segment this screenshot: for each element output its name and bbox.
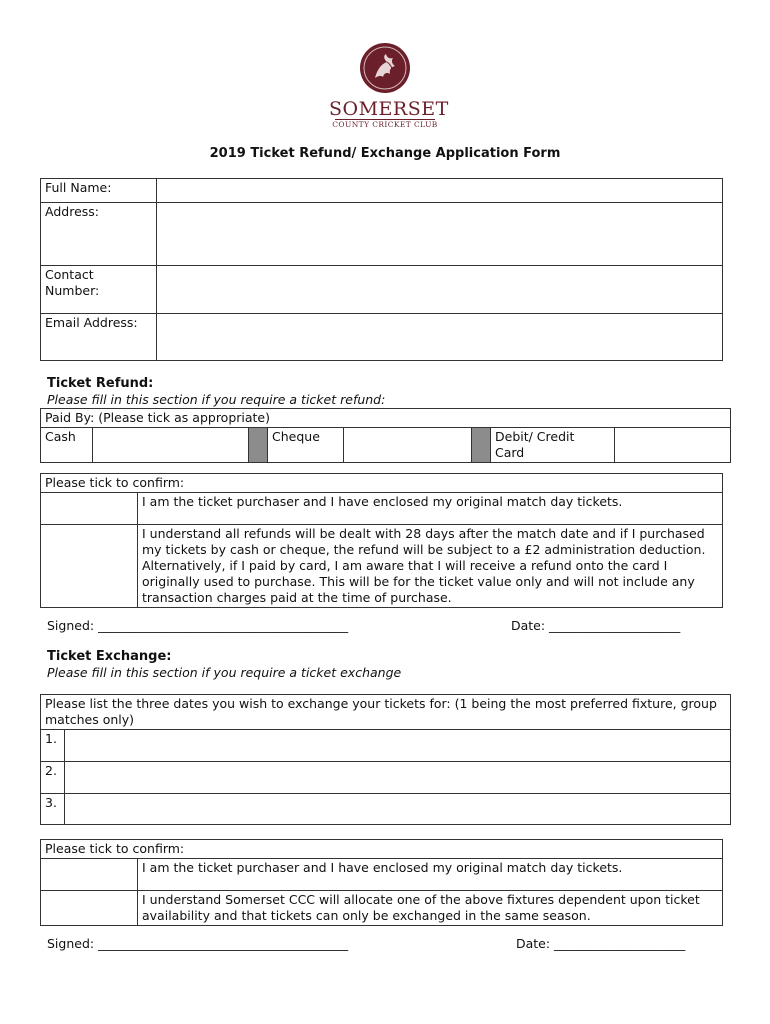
refund-signed-line[interactable]: Signed: ________________________________________ <box>47 618 349 633</box>
full-name-label: Full Name: <box>41 179 157 203</box>
refund-heading: Ticket Refund: <box>47 376 154 391</box>
refund-date-line[interactable]: Date: _____________________ <box>511 618 681 633</box>
date-row-1-number: 1. <box>41 730 65 762</box>
email-field[interactable] <box>157 314 723 361</box>
exchange-dates-table <box>40 694 731 825</box>
exchange-date-line[interactable]: Date: _____________________ <box>516 936 686 951</box>
date-row-2-number: 2. <box>41 762 65 794</box>
exchange-heading: Ticket Exchange: <box>47 649 172 664</box>
email-label: Email Address: <box>41 314 157 361</box>
paid-by-label: Paid By: (Please tick as appropriate) <box>41 409 731 428</box>
card-label-line-1: Debit/ Credit <box>495 429 575 444</box>
refund-confirm-heading: Please tick to confirm: <box>41 474 723 493</box>
contact-number-label <box>41 266 157 314</box>
card-label <box>491 428 615 463</box>
exchange-subheading: Please fill in this section if you require a ticket exchange <box>47 665 402 680</box>
cheque-label: Cheque <box>268 428 344 463</box>
refund-confirm-2-text: I understand all refunds will be dealt with 28 days after the match date and if I purchased my tickets by cash or cheque, the refund will be subject to a £2 administration deduction. Alternatively, if I paid by card, I am aware that I will receive a refund onto the card I originally used to purchase. This will be for the ticket value only and will not include any transaction charges paid at the time of purchase. <box>138 525 723 608</box>
card-label-line-2: Card <box>495 445 525 460</box>
paid-by-table <box>40 408 731 463</box>
address-label: Address: <box>41 203 157 266</box>
card-tick-box[interactable] <box>615 428 731 463</box>
refund-confirm-1-text: I am the ticket purchaser and I have enclosed my original match day tickets. <box>138 493 723 525</box>
cheque-tick-box[interactable] <box>344 428 472 463</box>
date-row-3-number: 3. <box>41 794 65 825</box>
exchange-confirm-2-text: I understand Somerset CCC will allocate one of the above fixtures dependent upon ticket availability and that tickets can only be exchanged in the same season. <box>138 891 723 926</box>
exchange-confirm-table <box>40 839 723 926</box>
exchange-signed-line[interactable]: Signed: ________________________________________ <box>47 936 349 951</box>
date-row-1-field[interactable] <box>65 730 731 762</box>
separator-shade <box>472 428 491 463</box>
form-title: 2019 Ticket Refund/ Exchange Application Form <box>209 146 561 161</box>
date-row-2-field[interactable] <box>65 762 731 794</box>
dragon-crest-icon <box>359 42 411 94</box>
exchange-confirm-2-tick-box[interactable] <box>41 891 138 926</box>
club-logo <box>329 42 449 130</box>
refund-confirm-1-tick-box[interactable] <box>41 493 138 525</box>
personal-details-table <box>40 178 723 361</box>
cash-tick-box[interactable] <box>93 428 249 463</box>
refund-subheading: Please fill in this section if you require a ticket refund: <box>47 392 386 407</box>
date-row-3-field[interactable] <box>65 794 731 825</box>
exchange-confirm-1-text: I am the ticket purchaser and I have enclosed my original match day tickets. <box>138 859 723 891</box>
contact-label-line-2: Number: <box>45 283 100 298</box>
refund-confirm-table <box>40 473 723 608</box>
contact-number-field[interactable] <box>157 266 723 314</box>
refund-confirm-2-tick-box[interactable] <box>41 525 138 608</box>
cash-label: Cash <box>41 428 93 463</box>
club-name: SOMERSET <box>329 98 449 120</box>
exchange-confirm-1-tick-box[interactable] <box>41 859 138 891</box>
address-field[interactable] <box>157 203 723 266</box>
full-name-field[interactable] <box>157 179 723 203</box>
exchange-confirm-heading: Please tick to confirm: <box>41 840 723 859</box>
contact-label-line-1: Contact <box>45 267 94 282</box>
dates-instruction: Please list the three dates you wish to exchange your tickets for: (1 being the most preferred fixture, group matches only) <box>41 695 731 730</box>
club-subtitle: COUNTY CRICKET CLUB <box>332 120 438 129</box>
separator-shade <box>249 428 268 463</box>
